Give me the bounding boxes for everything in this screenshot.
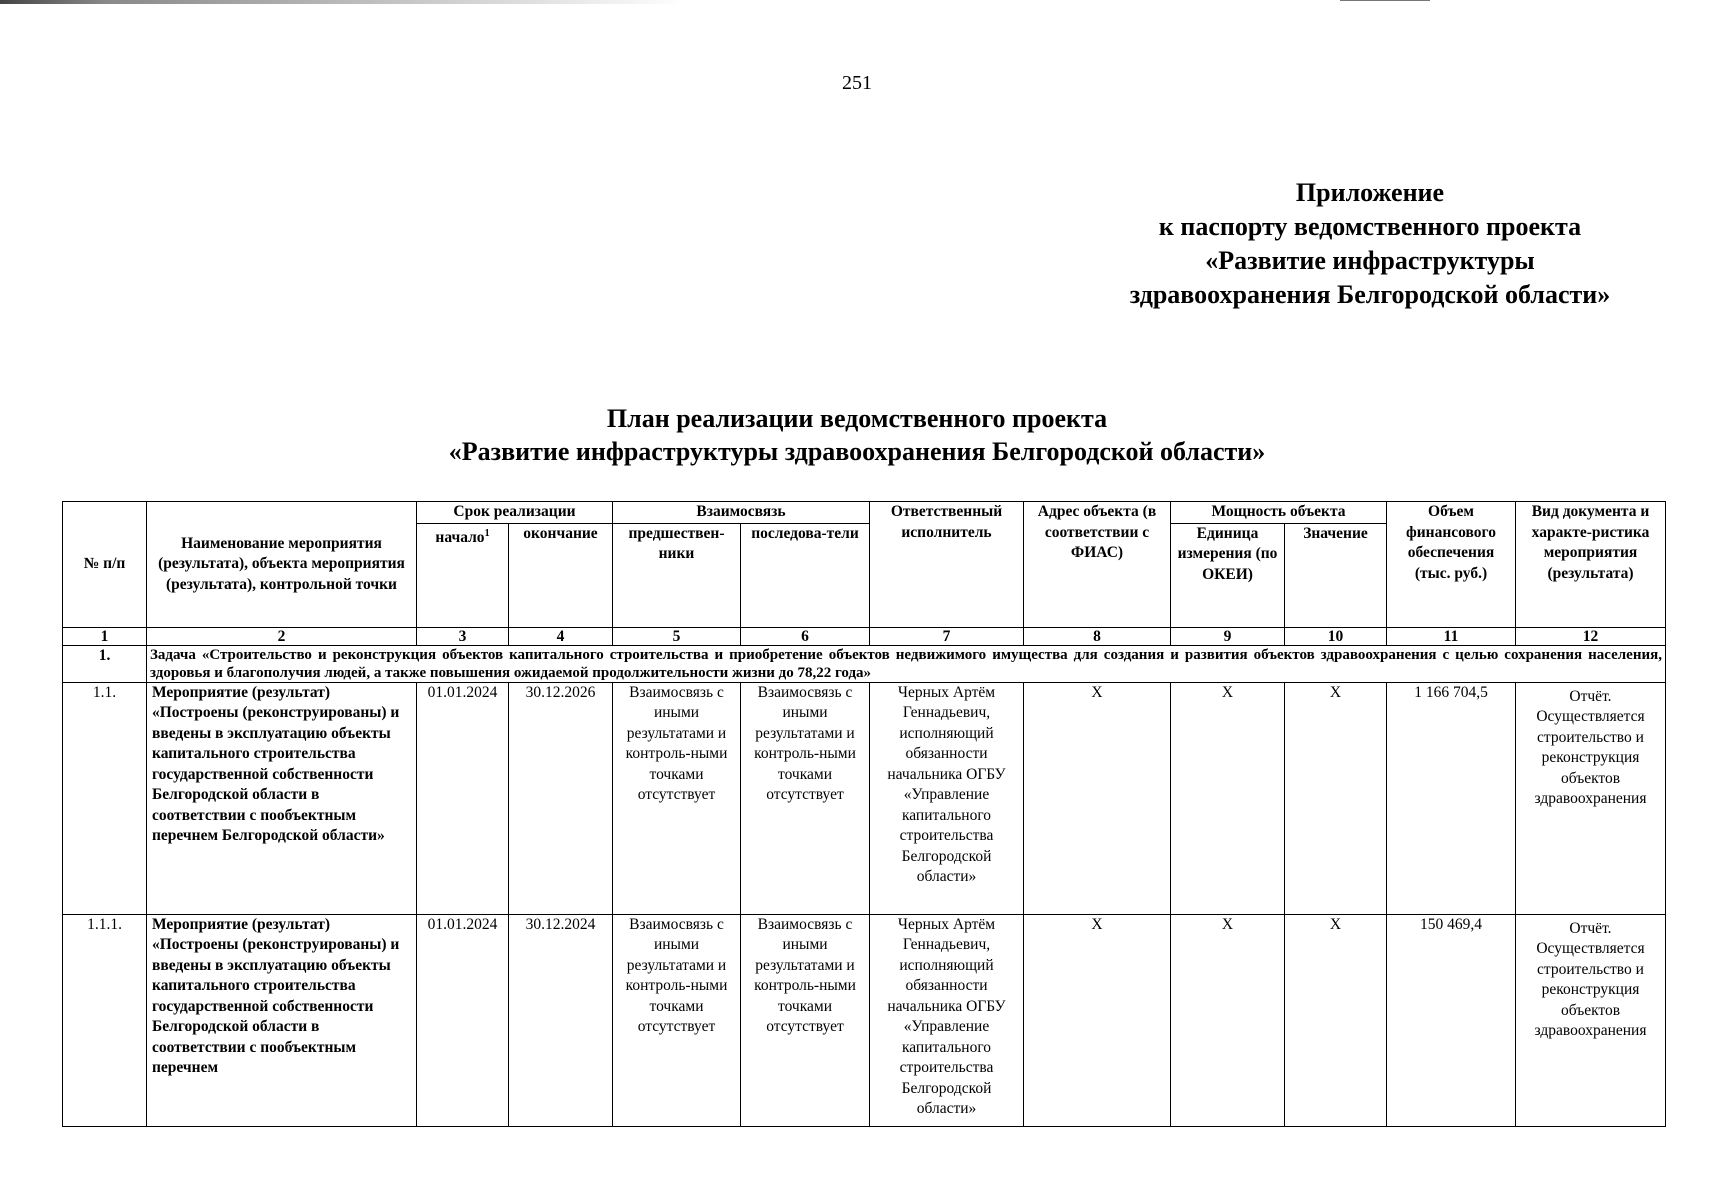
header-predecessors: предшествен-ники bbox=[613, 523, 741, 627]
task-number: 1. bbox=[63, 645, 147, 682]
header-start-footnote: 1 bbox=[484, 527, 490, 539]
row-successors: Взаимосвязь с иными результатами и контроль-ными точками отсутствует bbox=[741, 914, 870, 1126]
row-value: Х bbox=[1285, 914, 1387, 1126]
header-name: Наименование мероприятия (результата), объекта мероприятия (результата), контрольной точки bbox=[147, 502, 417, 628]
header-finance: Объем финансового обеспечения (тыс. руб.) bbox=[1387, 502, 1516, 628]
row-start-date: 01.01.2024 bbox=[417, 682, 509, 914]
plan-table bbox=[62, 501, 1666, 1127]
row-responsible: Черных Артём Геннадьевич, исполняющий обязанности начальника ОГБУ «Управление капитального строительства Белгородской области» bbox=[870, 682, 1024, 914]
header-responsible: Ответственный исполнитель bbox=[870, 502, 1024, 628]
header-start bbox=[417, 523, 509, 627]
page-number: 251 bbox=[842, 72, 872, 94]
row-finance: 150 469,4 bbox=[1387, 914, 1516, 1126]
appendix-heading bbox=[1100, 176, 1640, 312]
header-value: Значение bbox=[1285, 523, 1387, 627]
header-row-1 bbox=[63, 502, 1666, 524]
appendix-line-3: «Развитие инфраструктуры bbox=[1205, 246, 1535, 275]
row-responsible: Черных Артём Геннадьевич, исполняющий обязанности начальника ОГБУ «Управление капитального строительства Белгородской области» bbox=[870, 914, 1024, 1126]
table-row bbox=[63, 682, 1666, 914]
col-number: 10 bbox=[1285, 627, 1387, 645]
plan-title bbox=[0, 402, 1714, 468]
column-numbers-row bbox=[63, 627, 1666, 645]
header-term: Срок реализации bbox=[417, 502, 613, 524]
header-document: Вид документа и характе-ристика мероприятия (результата) bbox=[1516, 502, 1666, 628]
header-address: Адрес объекта (в соответствии с ФИАС) bbox=[1024, 502, 1171, 628]
header-num: № п/п bbox=[63, 502, 147, 628]
scan-edge-artifact bbox=[0, 0, 1714, 4]
col-number: 5 bbox=[613, 627, 741, 645]
row-predecessors: Взаимосвязь с иными результатами и контроль-ными точками отсутствует bbox=[613, 682, 741, 914]
row-name: Мероприятие (результат) «Построены (реконструированы) и введены в эксплуатацию объекты капитального строительства государственной собственности Белгородской области в соответствии с пообъектным перечнем bbox=[147, 914, 417, 1126]
col-number: 12 bbox=[1516, 627, 1666, 645]
row-address: Х bbox=[1024, 914, 1171, 1126]
col-number: 11 bbox=[1387, 627, 1516, 645]
row-predecessors: Взаимосвязь с иными результатами и контроль-ными точками отсутствует bbox=[613, 914, 741, 1126]
task-row bbox=[63, 645, 1666, 682]
col-number: 7 bbox=[870, 627, 1024, 645]
plan-title-line-2: «Развитие инфраструктуры здравоохранения Белгородской области» bbox=[448, 437, 1266, 466]
row-document: Отчёт. Осуществляется строительство и реконструкция объектов здравоохранения bbox=[1516, 914, 1666, 1126]
appendix-line-2: к паспорту ведомственного проекта bbox=[1158, 212, 1582, 241]
header-link: Взаимосвязь bbox=[613, 502, 870, 524]
row-address: Х bbox=[1024, 682, 1171, 914]
col-number: 6 bbox=[741, 627, 870, 645]
row-document: Отчёт. Осуществляется строительство и реконструкция объектов здравоохранения bbox=[1516, 682, 1666, 914]
col-number: 4 bbox=[509, 627, 613, 645]
row-unit: Х bbox=[1171, 914, 1285, 1126]
col-number: 1 bbox=[63, 627, 147, 645]
appendix-line-4: здравоохранения Белгородской области» bbox=[1129, 280, 1611, 309]
row-unit: Х bbox=[1171, 682, 1285, 914]
header-start-text: начало bbox=[435, 528, 485, 546]
row-number: 1.1.1. bbox=[63, 914, 147, 1126]
scan-edge-artifact-right bbox=[1340, 0, 1430, 1]
header-end: окончание bbox=[509, 523, 613, 627]
appendix-line-1: Приложение bbox=[1295, 178, 1445, 207]
plan-title-line-1: План реализации ведомственного проекта bbox=[606, 404, 1108, 433]
row-end-date: 30.12.2024 bbox=[509, 914, 613, 1126]
header-successors: последова-тели bbox=[741, 523, 870, 627]
row-finance: 1 166 704,5 bbox=[1387, 682, 1516, 914]
task-text: Задача «Строительство и реконструкция объектов капитального строительства и приобретение объектов недвижимого имущества для создания и развития объектов здравоохранения с целью сохранения населения, здоровья и благополучия людей, а также повышения ожидаемой продолжительности жизни до 78,22 года» bbox=[147, 645, 1666, 682]
row-name: Мероприятие (результат) «Построены (реконструированы) и введены в эксплуатацию объекты капитального строительства государственной собственности Белгородской области в соответствии с пообъектным перечнем Белгородской области» bbox=[147, 682, 417, 914]
row-value: Х bbox=[1285, 682, 1387, 914]
row-end-date: 30.12.2026 bbox=[509, 682, 613, 914]
header-capacity: Мощность объекта bbox=[1171, 502, 1387, 524]
row-successors: Взаимосвязь с иными результатами и контроль-ными точками отсутствует bbox=[741, 682, 870, 914]
row-start-date: 01.01.2024 bbox=[417, 914, 509, 1126]
col-number: 8 bbox=[1024, 627, 1171, 645]
row-number: 1.1. bbox=[63, 682, 147, 914]
header-unit: Единица измерения (по ОКЕИ) bbox=[1171, 523, 1285, 627]
col-number: 2 bbox=[147, 627, 417, 645]
table-row bbox=[63, 914, 1666, 1126]
col-number: 9 bbox=[1171, 627, 1285, 645]
col-number: 3 bbox=[417, 627, 509, 645]
